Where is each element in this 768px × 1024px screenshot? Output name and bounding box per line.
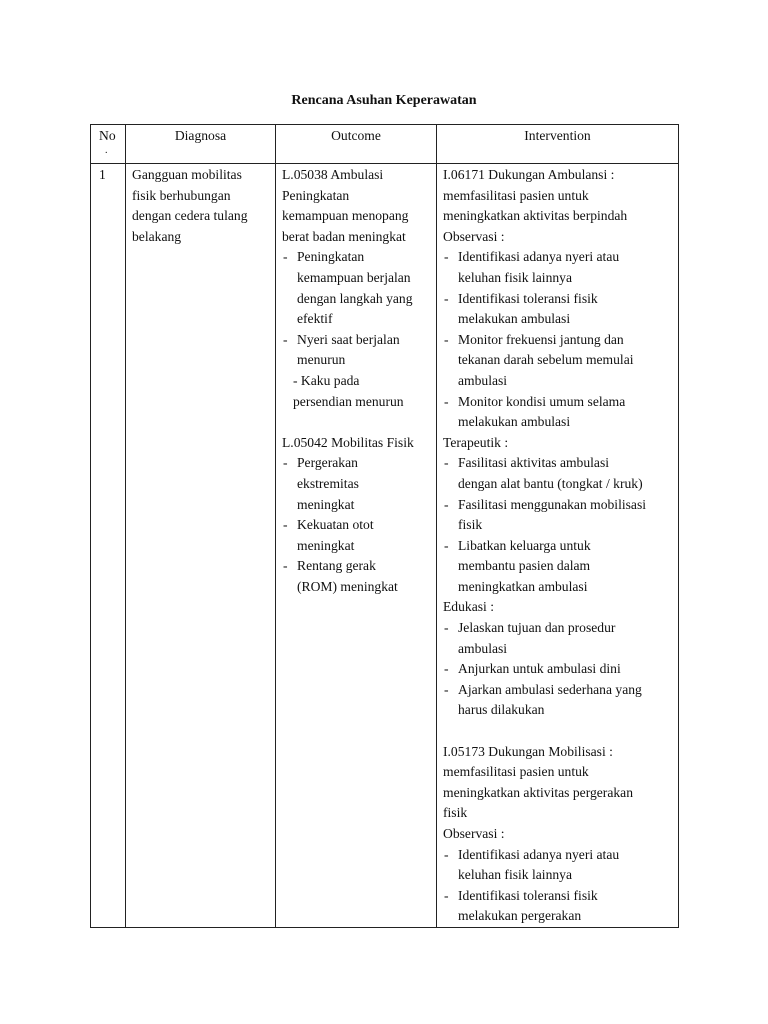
- outcome-line: Peningkatan: [282, 187, 350, 203]
- criterion-line: ekstremitas: [297, 475, 359, 491]
- criterion-line: (ROM) meningkat: [297, 578, 398, 594]
- header-intervention: Intervention: [437, 125, 679, 164]
- intervention-title: I.06171 Dukungan Ambulansi :: [443, 167, 615, 182]
- intervention-item: [443, 536, 672, 598]
- intervention-line: memfasilitasi pasien untuk: [443, 764, 589, 780]
- diagnosa-line: fisik berhubungan: [132, 187, 231, 203]
- intervention-item: [443, 659, 672, 680]
- header-diagnosa: Diagnosa: [126, 125, 276, 164]
- criterion-line: meningkat: [297, 537, 355, 553]
- intervention-item: [443, 453, 672, 494]
- item-line: - Jelaskan tujuan dan prosedur: [458, 620, 616, 636]
- item-line: - Ajarkan ambulasi sederhana yang: [458, 681, 642, 697]
- table-row: [91, 164, 679, 928]
- cell-intervention: [437, 164, 679, 928]
- intervention-item: [443, 680, 672, 721]
- item-line: dengan alat bantu (tongkat / kruk): [458, 475, 643, 491]
- item-line: melakukan pergerakan: [458, 908, 582, 924]
- item-line: ambulasi: [458, 640, 508, 656]
- item-line: melakukan ambulasi: [458, 311, 571, 327]
- item-line: ambulasi: [458, 372, 508, 388]
- header-no: [91, 125, 126, 164]
- intervention-item: [443, 495, 672, 536]
- section-label-terapeutik: Terapeutik :: [443, 434, 509, 450]
- item-line: - Anjurkan untuk ambulasi dini: [458, 661, 621, 677]
- criterion-line: - Kekuatan otot: [297, 517, 374, 533]
- cell-outcome: [276, 164, 437, 928]
- intervention-item: [443, 886, 672, 927]
- item-line: keluhan fisik lainnya: [458, 867, 573, 883]
- header-outcome: Outcome: [276, 125, 437, 164]
- criterion-line: kemampuan berjalan: [297, 269, 411, 285]
- outcome-criterion: [282, 330, 430, 371]
- criterion-line: menurun: [297, 352, 346, 368]
- outcome-title: L.05042 Mobilitas Fisik: [282, 434, 414, 450]
- document-title: Rencana Asuhan Keperawatan: [291, 93, 477, 108]
- outcome-line: kemampuan menopang: [282, 208, 409, 224]
- item-line: membantu pasien dalam: [458, 558, 591, 574]
- intervention-item: [443, 330, 672, 392]
- intervention-line: memfasilitasi pasien untuk: [443, 187, 589, 203]
- outcome-criterion: [282, 247, 430, 329]
- intervention-line: fisik: [443, 805, 468, 821]
- section-label-observasi: Observasi :: [443, 228, 505, 244]
- criterion-line: - Rentang gerak: [297, 558, 376, 574]
- diagnosa-line: dengan cedera tulang: [132, 208, 248, 224]
- criterion-line: dengan langkah yang: [297, 290, 413, 306]
- table-header-row: [91, 125, 679, 164]
- intervention-title: I.05173 Dukungan Mobilisasi :: [443, 743, 613, 759]
- section-label-observasi: Observasi :: [443, 826, 505, 841]
- header-no-dot: .: [105, 144, 108, 156]
- item-line: - Monitor kondisi umum selama: [458, 393, 626, 409]
- criterion-line: - Peningkatan: [297, 249, 365, 265]
- diagnosa-line: belakang: [132, 228, 182, 244]
- item-line: - Identifikasi adanya nyeri atau: [458, 249, 620, 265]
- spacer: [443, 721, 672, 742]
- item-line: - Identifikasi adanya nyeri atau: [458, 846, 620, 862]
- intervention-line: meningkatkan aktivitas berpindah: [443, 208, 628, 224]
- item-line: - Identifikasi toleransi fisik: [458, 887, 598, 903]
- outcome-title: L.05038 Ambulasi: [282, 167, 384, 182]
- intervention-item: [443, 392, 672, 433]
- care-plan-table: [90, 124, 679, 928]
- cell-no: 1: [91, 164, 126, 928]
- item-line: - Monitor frekuensi jantung dan: [458, 331, 624, 347]
- criterion-line: meningkat: [297, 496, 355, 512]
- intervention-line: meningkatkan aktivitas pergerakan: [443, 784, 633, 800]
- criterion-line: efektif: [297, 311, 333, 327]
- item-line: - Fasilitasi menggunakan mobilisasi: [458, 496, 647, 512]
- item-line: harus dilakukan: [458, 702, 545, 718]
- diagnosa-line: Gangguan mobilitas: [132, 167, 242, 182]
- outcome-extra-line: - Kaku pada: [293, 372, 360, 388]
- outcome-line: berat badan meningkat: [282, 228, 406, 244]
- item-line: melakukan ambulasi: [458, 414, 571, 430]
- item-line: meningkatkan ambulasi: [458, 578, 588, 594]
- outcome-criterion: [282, 556, 430, 597]
- intervention-item: [443, 247, 672, 288]
- intervention-item: [443, 845, 672, 886]
- item-line: - Identifikasi toleransi fisik: [458, 290, 598, 306]
- item-line: - Fasilitasi aktivitas ambulasi: [458, 455, 610, 471]
- outcome-extra-line: persendian menurun: [293, 393, 404, 409]
- item-line: - Libatkan keluarga untuk: [458, 537, 591, 553]
- criterion-line: - Pergerakan: [297, 455, 358, 471]
- section-label-edukasi: Edukasi :: [443, 599, 494, 615]
- item-line: tekanan darah sebelum memulai: [458, 352, 634, 368]
- criterion-line: - Nyeri saat berjalan: [297, 331, 400, 347]
- intervention-item: [443, 289, 672, 330]
- outcome-criterion: [282, 515, 430, 556]
- cell-diagnosa: [126, 164, 276, 928]
- item-line: keluhan fisik lainnya: [458, 269, 573, 285]
- outcome-criterion: [282, 453, 430, 515]
- item-line: fisik: [458, 517, 483, 533]
- intervention-item: [443, 618, 672, 659]
- header-no-label: No: [99, 128, 116, 143]
- spacer: [282, 412, 430, 433]
